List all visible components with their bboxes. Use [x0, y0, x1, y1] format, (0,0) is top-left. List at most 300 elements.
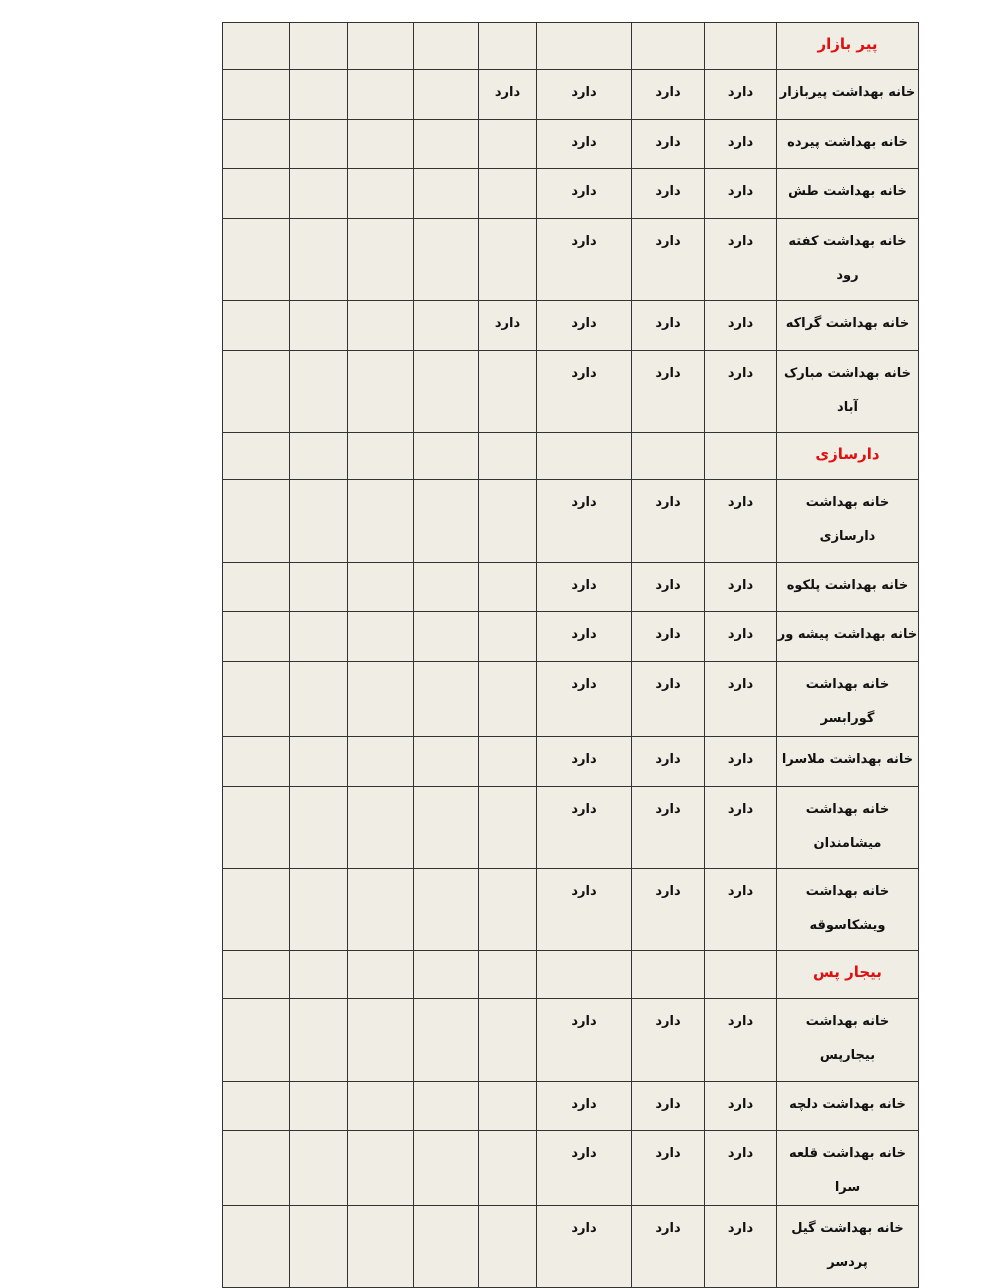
- status-value: دارد: [571, 752, 597, 767]
- facility-name-cell: [777, 869, 919, 951]
- status-cell: [479, 169, 537, 219]
- facility-name: خانه بهداشت گیل پردسر: [791, 1221, 904, 1270]
- status-value: دارد: [655, 495, 681, 510]
- empty-cell: [414, 563, 479, 612]
- status-value: دارد: [571, 578, 597, 593]
- empty-cell: [348, 70, 414, 120]
- status-cell: [479, 662, 537, 737]
- facility-name: خانه بهداشت پیرده: [787, 135, 908, 150]
- empty-cell: [414, 951, 479, 999]
- status-value: [479, 23, 536, 29]
- empty-cell: [290, 480, 348, 563]
- status-cell: [705, 120, 777, 169]
- empty-cell: [414, 480, 479, 563]
- facility-name-cell: [777, 999, 919, 1082]
- empty-cell: [348, 737, 414, 787]
- status-value: دارد: [655, 234, 681, 249]
- status-value: [479, 351, 536, 357]
- empty-cell: [223, 219, 290, 301]
- status-value: دارد: [727, 1221, 754, 1236]
- facility-name: خانه بهداشت مبارک آباد: [783, 366, 912, 415]
- status-value: [479, 612, 536, 618]
- section-name-cell: [777, 433, 919, 480]
- facility-name-cell: [777, 351, 919, 433]
- facility-name-cell: [777, 1131, 919, 1206]
- table-row: [223, 1131, 919, 1206]
- facility-name: خانه بهداشت بیجارپس: [805, 1014, 890, 1063]
- status-value: دارد: [727, 752, 754, 767]
- empty-cell: [348, 951, 414, 999]
- empty-cell: [348, 1206, 414, 1288]
- status-cell: [632, 219, 705, 301]
- empty-cell: [348, 662, 414, 737]
- table-row: [223, 869, 919, 951]
- empty-cell: [348, 301, 414, 351]
- status-value: دارد: [727, 495, 754, 510]
- status-value: [479, 219, 536, 225]
- empty-cell: [290, 70, 348, 120]
- empty-cell: [414, 737, 479, 787]
- status-value: [479, 787, 536, 793]
- empty-cell: [223, 563, 290, 612]
- empty-cell: [223, 1131, 290, 1206]
- empty-cell: [348, 480, 414, 563]
- table-row: [223, 737, 919, 787]
- facility-name-cell: [777, 480, 919, 563]
- status-value: دارد: [727, 1014, 754, 1029]
- empty-cell: [414, 1131, 479, 1206]
- table-row: [223, 219, 919, 301]
- table-row: [223, 662, 919, 737]
- empty-cell: [290, 951, 348, 999]
- status-value: [479, 120, 536, 126]
- empty-cell: [223, 1082, 290, 1131]
- status-cell: [537, 737, 632, 787]
- facility-name-cell: [777, 169, 919, 219]
- status-cell: [537, 169, 632, 219]
- empty-cell: [414, 120, 479, 169]
- empty-cell: [223, 612, 290, 662]
- status-cell: [479, 612, 537, 662]
- empty-cell: [290, 1131, 348, 1206]
- empty-cell: [223, 169, 290, 219]
- status-value: [479, 869, 536, 875]
- facility-name: خانه بهداشت طش: [788, 184, 907, 199]
- facility-name: خانه بهداشت دارسازی: [805, 495, 890, 544]
- facility-name-cell: [777, 662, 919, 737]
- status-cell: [705, 662, 777, 737]
- status-cell: [479, 301, 537, 351]
- facility-name-cell: [777, 1206, 919, 1288]
- status-cell: [705, 301, 777, 351]
- status-cell: [705, 351, 777, 433]
- status-value: [479, 563, 536, 569]
- facility-name: خانه بهداشت گورابسر: [805, 677, 890, 726]
- status-value: دارد: [655, 802, 681, 817]
- empty-cell: [414, 169, 479, 219]
- table-row: [223, 301, 919, 351]
- empty-cell: [414, 1206, 479, 1288]
- empty-cell: [223, 787, 290, 869]
- status-cell: [705, 999, 777, 1082]
- empty-cell: [348, 1131, 414, 1206]
- status-value: [479, 737, 536, 743]
- status-value: دارد: [655, 752, 681, 767]
- status-cell: [632, 662, 705, 737]
- table-row: [223, 787, 919, 869]
- status-cell: [632, 563, 705, 612]
- status-value: [479, 1131, 536, 1137]
- empty-cell: [223, 433, 290, 480]
- empty-cell: [290, 787, 348, 869]
- empty-cell: [223, 869, 290, 951]
- status-value: دارد: [727, 578, 754, 593]
- empty-cell: [348, 563, 414, 612]
- empty-cell: [348, 351, 414, 433]
- facility-name-cell: [777, 1082, 919, 1131]
- status-cell: [537, 1082, 632, 1131]
- status-cell: [479, 951, 537, 999]
- status-cell: [537, 787, 632, 869]
- status-value: دارد: [655, 1097, 681, 1112]
- section-name: پیر بازار: [817, 35, 878, 53]
- status-value: دارد: [571, 1221, 597, 1236]
- status-value: [479, 480, 536, 486]
- status-cell: [537, 612, 632, 662]
- empty-cell: [414, 70, 479, 120]
- empty-cell: [290, 433, 348, 480]
- empty-cell: [290, 1206, 348, 1288]
- empty-cell: [414, 999, 479, 1082]
- status-cell: [705, 869, 777, 951]
- empty-cell: [290, 169, 348, 219]
- status-cell: [479, 787, 537, 869]
- empty-cell: [290, 219, 348, 301]
- facility-name: خانه بهداشت کفته رود: [788, 234, 907, 283]
- status-cell: [537, 23, 632, 70]
- status-value: [537, 951, 631, 957]
- status-cell: [632, 301, 705, 351]
- status-value: دارد: [727, 234, 754, 249]
- empty-cell: [348, 612, 414, 662]
- empty-cell: [290, 869, 348, 951]
- empty-cell: [414, 301, 479, 351]
- status-value: دارد: [571, 184, 597, 199]
- facility-name: خانه بهداشت پیربازار: [779, 85, 916, 100]
- status-value: دارد: [655, 366, 681, 381]
- status-value: دارد: [727, 802, 754, 817]
- status-cell: [705, 1131, 777, 1206]
- status-value: دارد: [571, 1014, 597, 1029]
- status-cell: [479, 23, 537, 70]
- status-value: دارد: [655, 1146, 681, 1161]
- status-value: دارد: [727, 1146, 754, 1161]
- table-row: [223, 612, 919, 662]
- status-value: [479, 1206, 536, 1212]
- status-cell: [632, 480, 705, 563]
- empty-cell: [414, 869, 479, 951]
- empty-cell: [348, 219, 414, 301]
- status-cell: [632, 433, 705, 480]
- empty-cell: [290, 120, 348, 169]
- empty-cell: [290, 301, 348, 351]
- status-cell: [705, 219, 777, 301]
- status-cell: [479, 219, 537, 301]
- empty-cell: [414, 612, 479, 662]
- status-value: [537, 433, 631, 439]
- status-value: دارد: [571, 1146, 597, 1161]
- status-cell: [632, 1206, 705, 1288]
- status-cell: [537, 999, 632, 1082]
- table-row: [223, 70, 919, 120]
- status-cell: [632, 169, 705, 219]
- empty-cell: [290, 563, 348, 612]
- status-value: دارد: [571, 366, 597, 381]
- empty-cell: [348, 169, 414, 219]
- empty-cell: [348, 433, 414, 480]
- facility-name-cell: [777, 563, 919, 612]
- status-value: [632, 23, 704, 29]
- table-row: [223, 563, 919, 612]
- status-cell: [479, 433, 537, 480]
- status-cell: [705, 169, 777, 219]
- empty-cell: [348, 787, 414, 869]
- facility-name: خانه بهداشت میشامندان: [805, 802, 890, 851]
- status-cell: [632, 951, 705, 999]
- empty-cell: [348, 999, 414, 1082]
- status-value: دارد: [727, 1097, 754, 1112]
- empty-cell: [223, 999, 290, 1082]
- table-row: [223, 351, 919, 433]
- status-cell: [479, 351, 537, 433]
- empty-cell: [223, 662, 290, 737]
- facility-name-cell: [777, 70, 919, 120]
- empty-cell: [348, 23, 414, 70]
- empty-cell: [223, 480, 290, 563]
- status-value: دارد: [571, 802, 597, 817]
- status-cell: [537, 951, 632, 999]
- status-value: [632, 433, 704, 439]
- status-cell: [537, 662, 632, 737]
- status-cell: [632, 1082, 705, 1131]
- status-cell: [632, 787, 705, 869]
- section-name-cell: [777, 951, 919, 999]
- table-row: [223, 999, 919, 1082]
- facility-name-cell: [777, 787, 919, 869]
- section-name: بیجار پس: [813, 963, 882, 981]
- status-cell: [705, 951, 777, 999]
- status-cell: [632, 1131, 705, 1206]
- status-value: دارد: [571, 234, 597, 249]
- status-cell: [632, 737, 705, 787]
- status-value: دارد: [727, 184, 754, 199]
- status-cell: [632, 999, 705, 1082]
- status-value: دارد: [655, 627, 681, 642]
- status-value: دارد: [727, 884, 754, 899]
- status-value: دارد: [655, 1221, 681, 1236]
- table-row: [223, 169, 919, 219]
- status-cell: [632, 120, 705, 169]
- empty-cell: [414, 662, 479, 737]
- empty-cell: [223, 120, 290, 169]
- facility-name-cell: [777, 120, 919, 169]
- status-cell: [537, 480, 632, 563]
- status-cell: [705, 563, 777, 612]
- status-value: دارد: [494, 316, 521, 331]
- status-value: دارد: [571, 135, 597, 150]
- facility-name: خانه بهداشت گراکه: [785, 316, 910, 331]
- status-value: دارد: [655, 135, 681, 150]
- status-cell: [705, 433, 777, 480]
- empty-cell: [290, 999, 348, 1082]
- facility-name: خانه بهداشت پلکوه: [786, 578, 909, 593]
- status-value: دارد: [655, 184, 681, 199]
- status-value: دارد: [571, 1097, 597, 1112]
- status-cell: [479, 737, 537, 787]
- status-cell: [705, 480, 777, 563]
- status-cell: [537, 70, 632, 120]
- empty-cell: [290, 612, 348, 662]
- facility-name-cell: [777, 737, 919, 787]
- health-houses-table: [222, 22, 919, 1288]
- status-value: دارد: [727, 366, 754, 381]
- status-cell: [479, 563, 537, 612]
- status-value: [705, 23, 776, 29]
- status-cell: [537, 1131, 632, 1206]
- empty-cell: [223, 737, 290, 787]
- section-name-cell: [777, 23, 919, 70]
- section-name: دارسازی: [815, 445, 880, 463]
- empty-cell: [414, 787, 479, 869]
- empty-cell: [348, 1082, 414, 1131]
- status-cell: [537, 1206, 632, 1288]
- status-cell: [632, 23, 705, 70]
- status-value: [479, 999, 536, 1005]
- status-value: [537, 23, 631, 29]
- empty-cell: [223, 351, 290, 433]
- facility-name-cell: [777, 612, 919, 662]
- status-cell: [537, 120, 632, 169]
- empty-cell: [223, 301, 290, 351]
- status-cell: [537, 351, 632, 433]
- status-cell: [537, 563, 632, 612]
- status-value: دارد: [655, 316, 681, 331]
- status-value: دارد: [655, 1014, 681, 1029]
- facility-name: خانه بهداشت ملاسرا: [781, 752, 914, 767]
- status-value: [479, 1082, 536, 1088]
- status-value: دارد: [571, 677, 597, 692]
- status-value: [479, 951, 536, 957]
- status-value: دارد: [727, 85, 754, 100]
- empty-cell: [223, 23, 290, 70]
- empty-cell: [290, 23, 348, 70]
- status-value: [479, 169, 536, 175]
- status-cell: [479, 120, 537, 169]
- status-cell: [479, 1206, 537, 1288]
- facility-name: خانه بهداشت دلچه: [789, 1097, 906, 1112]
- empty-cell: [223, 1206, 290, 1288]
- status-value: دارد: [571, 627, 597, 642]
- status-value: [479, 662, 536, 668]
- table-row: [223, 1082, 919, 1131]
- status-value: دارد: [727, 316, 754, 331]
- status-cell: [705, 1206, 777, 1288]
- status-cell: [537, 869, 632, 951]
- status-value: دارد: [571, 85, 597, 100]
- status-cell: [705, 787, 777, 869]
- status-value: [479, 433, 536, 439]
- status-value: دارد: [727, 627, 754, 642]
- status-value: [632, 951, 704, 957]
- status-cell: [479, 999, 537, 1082]
- table-row: [223, 1206, 919, 1288]
- empty-cell: [414, 433, 479, 480]
- status-cell: [537, 219, 632, 301]
- status-cell: [632, 70, 705, 120]
- status-cell: [479, 1131, 537, 1206]
- empty-cell: [290, 1082, 348, 1131]
- facility-name-cell: [777, 301, 919, 351]
- status-cell: [632, 869, 705, 951]
- section-header-row: [223, 23, 919, 70]
- status-value: دارد: [655, 578, 681, 593]
- status-value: دارد: [571, 884, 597, 899]
- status-value: [705, 433, 776, 439]
- section-header-row: [223, 951, 919, 999]
- status-value: دارد: [571, 316, 597, 331]
- section-header-row: [223, 433, 919, 480]
- status-value: دارد: [655, 884, 681, 899]
- empty-cell: [223, 951, 290, 999]
- status-value: دارد: [655, 85, 681, 100]
- status-cell: [632, 612, 705, 662]
- status-cell: [479, 480, 537, 563]
- status-value: دارد: [727, 135, 754, 150]
- table-row: [223, 480, 919, 563]
- facility-name-cell: [777, 219, 919, 301]
- empty-cell: [290, 662, 348, 737]
- status-value: [705, 951, 776, 957]
- status-cell: [705, 612, 777, 662]
- status-cell: [705, 23, 777, 70]
- empty-cell: [348, 120, 414, 169]
- facility-name: خانه بهداشت قلعه سرا: [788, 1146, 907, 1195]
- status-cell: [632, 351, 705, 433]
- empty-cell: [223, 70, 290, 120]
- facility-name: خانه بهداشت پیشه ور: [777, 627, 918, 642]
- status-value: دارد: [571, 495, 597, 510]
- status-value: دارد: [494, 85, 521, 100]
- empty-cell: [414, 351, 479, 433]
- empty-cell: [348, 869, 414, 951]
- status-cell: [537, 301, 632, 351]
- status-cell: [479, 1082, 537, 1131]
- status-value: دارد: [727, 677, 754, 692]
- status-cell: [705, 1082, 777, 1131]
- status-cell: [479, 869, 537, 951]
- status-cell: [537, 433, 632, 480]
- empty-cell: [290, 737, 348, 787]
- status-value: دارد: [655, 677, 681, 692]
- table-row: [223, 120, 919, 169]
- empty-cell: [290, 351, 348, 433]
- status-cell: [705, 737, 777, 787]
- empty-cell: [414, 1082, 479, 1131]
- facility-name: خانه بهداشت ویشکاسوقه: [805, 884, 890, 933]
- status-cell: [705, 70, 777, 120]
- status-cell: [479, 70, 537, 120]
- empty-cell: [414, 23, 479, 70]
